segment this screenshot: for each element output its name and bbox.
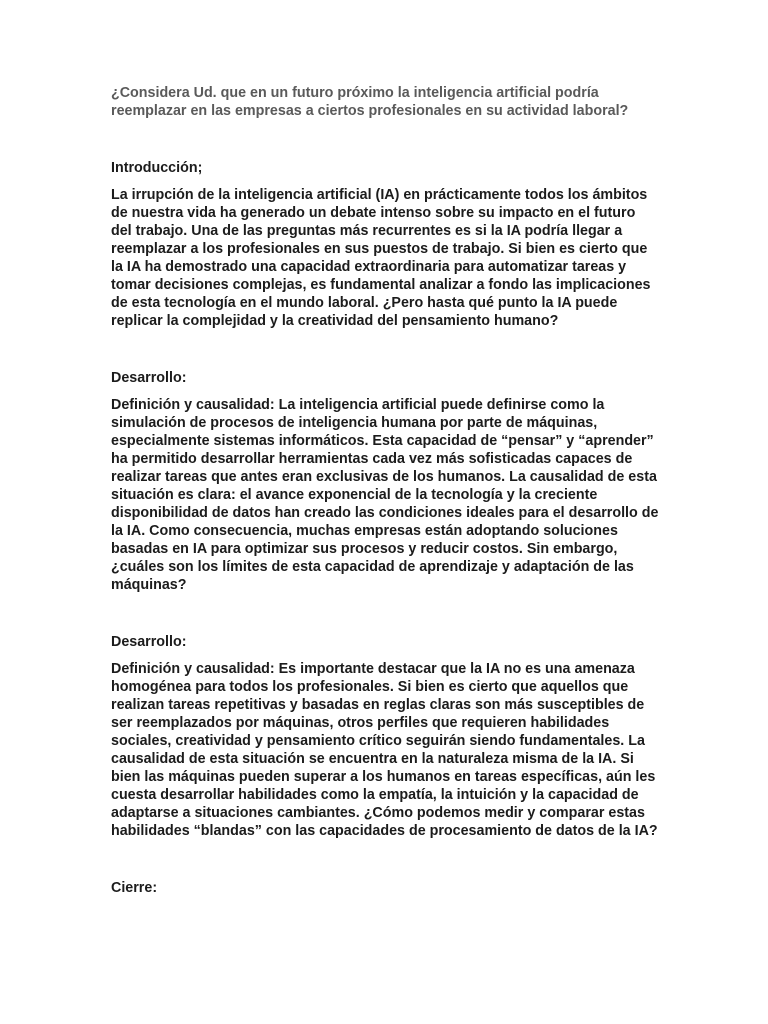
- document-page: [111, 84, 659, 897]
- section-heading-development-2: Desarrollo:: [111, 634, 187, 650]
- section-heading-closing: Cierre:: [111, 880, 158, 896]
- section-body-introduction: La irrupción de la inteligencia artificial (IA) en prácticamente todos los ámbitos de nuestra vida ha generado un debate intenso sobre su impacto en el futuro del trabajo. Una de las preguntas más recurrentes es si la IA podría llegar a reemplazar a los profesionales en sus puestos de trabajo. Si bien es cierto que la IA ha demostrado una capacidad extraordinaria para automatizar tareas y tomar decisiones complejas, es fundamental analizar a fondo las implicaciones de esta tecnología en el mundo laboral. ¿Pero hasta qué punto la IA puede replicar la complejidad y la creatividad del pensamiento humano?: [111, 187, 651, 329]
- section-body-development-2: Definición y causalidad: Es importante destacar que la IA no es una amenaza homogénea para todos los profesionales. Si bien es cierto que aquellos que realizan tareas repetitivas y basadas en reglas claras son más susceptibles de ser reemplazados por máquinas, otros perfiles que requieren habilidades sociales, creatividad y pensamiento crítico seguirán siendo fundamentales. La causalidad de esta situación se encuentra en la naturaleza misma de la IA. Si bien las máquinas pueden superar a los humanos en tareas específicas, aún les cuesta desarrollar habilidades como la empatía, la intuición y la capacidad de adaptarse a situaciones cambiantes. ¿Cómo podemos medir y comparar estas habilidades “blandas” con las capacidades de procesamiento de datos de la IA?: [111, 661, 658, 839]
- section-heading-development-1: Desarrollo:: [111, 370, 187, 386]
- document-title: ¿Considera Ud. que en un futuro próximo la inteligencia artificial podría reemplazar en las empresas a ciertos profesionales en su actividad laboral?: [111, 85, 629, 119]
- section-heading-introduction: Introducción;: [111, 160, 203, 176]
- section-body-development-1: Definición y causalidad: La inteligencia artificial puede definirse como la simulación de procesos de inteligencia humana por parte de máquinas, especialmente sistemas informáticos. Esta capacidad de “pensar” y “aprender” ha permitido desarrollar herramientas cada vez más sofisticadas capaces de realizar tareas que antes eran exclusivas de los humanos. La causalidad de esta situación es clara: el avance exponencial de la tecnología y la creciente disponibilidad de datos han creado las condiciones ideales para el desarrollo de la IA. Como consecuencia, muchas empresas están adoptando soluciones basadas en IA para optimizar sus procesos y reducir costos. Sin embargo, ¿cuáles son los límites de esta capacidad de aprendizaje y adaptación de las máquinas?: [111, 397, 659, 593]
